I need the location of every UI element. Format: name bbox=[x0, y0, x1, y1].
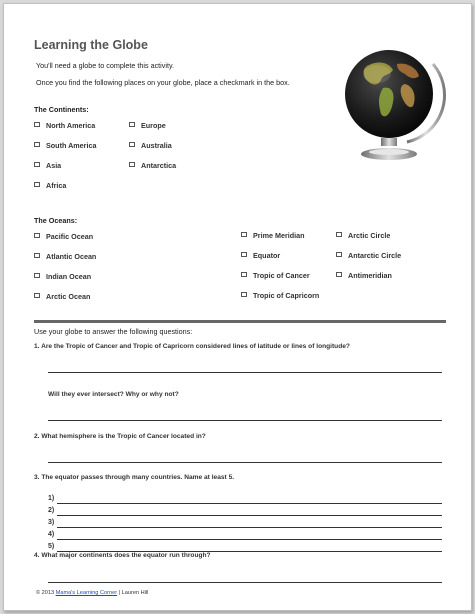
checkbox[interactable] bbox=[34, 293, 40, 298]
checklist-item[interactable]: Equator bbox=[241, 251, 280, 260]
footer-link[interactable]: Mama's Learning Corner bbox=[55, 590, 118, 596]
question-4: 4. What major continents does the equator run through? bbox=[34, 552, 211, 559]
checkbox[interactable] bbox=[34, 253, 40, 258]
checklist-item[interactable]: Europe bbox=[129, 121, 166, 130]
checkbox[interactable] bbox=[241, 292, 247, 297]
checkbox[interactable] bbox=[241, 252, 247, 257]
intro-text-1: You'll need a globe to complete this activity. bbox=[36, 61, 175, 70]
blank-label: 5) bbox=[48, 543, 55, 550]
checkbox[interactable] bbox=[34, 162, 40, 167]
question-1: 1. Are the Tropic of Cancer and Tropic of Capricorn considered lines of latitude or lines of longitude? bbox=[34, 343, 350, 350]
checkbox[interactable] bbox=[34, 122, 40, 127]
checklist-item[interactable]: Pacific Ocean bbox=[34, 232, 93, 241]
footer-credit: © 2013 Mama's Learning Corner | Lauren Hill bbox=[36, 590, 149, 596]
checklist-item[interactable]: Tropic of Capricorn bbox=[241, 291, 319, 300]
checklist-item[interactable]: North America bbox=[34, 121, 95, 130]
continents-heading: The Continents: bbox=[34, 105, 89, 114]
worksheet-page bbox=[3, 3, 472, 611]
answer-line[interactable] bbox=[57, 503, 442, 504]
checklist-item[interactable]: South America bbox=[34, 141, 96, 150]
questions-intro: Use your globe to answer the following questions: bbox=[34, 327, 193, 336]
checkbox[interactable] bbox=[129, 162, 135, 167]
checklist-item[interactable]: Antarctica bbox=[129, 161, 176, 170]
checklist-item[interactable]: Antimeridian bbox=[336, 271, 392, 280]
answer-line[interactable] bbox=[57, 515, 442, 516]
globe-image bbox=[337, 44, 447, 162]
question-1b: Will they ever intersect? Why or why not? bbox=[48, 391, 179, 398]
checkbox[interactable] bbox=[241, 272, 247, 277]
answer-line[interactable] bbox=[48, 420, 442, 421]
intro-text-2: Once you find the following places on your globe, place a checkmark in the box. bbox=[36, 78, 290, 87]
section-divider bbox=[34, 320, 446, 323]
checklist-item[interactable]: Atlantic Ocean bbox=[34, 252, 96, 261]
checkbox[interactable] bbox=[34, 182, 40, 187]
oceans-heading: The Oceans: bbox=[34, 216, 78, 225]
answer-line[interactable] bbox=[48, 372, 442, 373]
checklist-item[interactable]: Africa bbox=[34, 181, 66, 190]
blank-label: 1) bbox=[48, 495, 55, 502]
checkbox[interactable] bbox=[34, 233, 40, 238]
checklist-item[interactable]: Australia bbox=[129, 141, 172, 150]
checkbox[interactable] bbox=[336, 252, 342, 257]
answer-line[interactable] bbox=[48, 462, 442, 463]
checklist-item[interactable]: Arctic Circle bbox=[336, 231, 390, 240]
checkbox[interactable] bbox=[129, 142, 135, 147]
answer-line[interactable] bbox=[57, 539, 442, 540]
blank-label: 4) bbox=[48, 531, 55, 538]
checklist-item[interactable]: Asia bbox=[34, 161, 61, 170]
answer-line[interactable] bbox=[57, 527, 442, 528]
checkbox[interactable] bbox=[34, 273, 40, 278]
checkbox[interactable] bbox=[129, 122, 135, 127]
question-2: 2. What hemisphere is the Tropic of Cancer located in? bbox=[34, 433, 206, 440]
checkbox[interactable] bbox=[241, 232, 247, 237]
checkbox[interactable] bbox=[336, 272, 342, 277]
checkbox[interactable] bbox=[336, 232, 342, 237]
checkbox[interactable] bbox=[34, 142, 40, 147]
blank-label: 3) bbox=[48, 519, 55, 526]
checklist-item[interactable]: Antarctic Circle bbox=[336, 251, 401, 260]
answer-line[interactable] bbox=[48, 582, 442, 583]
blank-label: 2) bbox=[48, 507, 55, 514]
question-3: 3. The equator passes through many countries. Name at least 5. bbox=[34, 474, 235, 481]
checklist-item[interactable]: Prime Meridian bbox=[241, 231, 305, 240]
checklist-item[interactable]: Arctic Ocean bbox=[34, 292, 90, 301]
checklist-item[interactable]: Indian Ocean bbox=[34, 272, 91, 281]
checklist-item[interactable]: Tropic of Cancer bbox=[241, 271, 310, 280]
page-title: Learning the Globe bbox=[34, 38, 148, 52]
